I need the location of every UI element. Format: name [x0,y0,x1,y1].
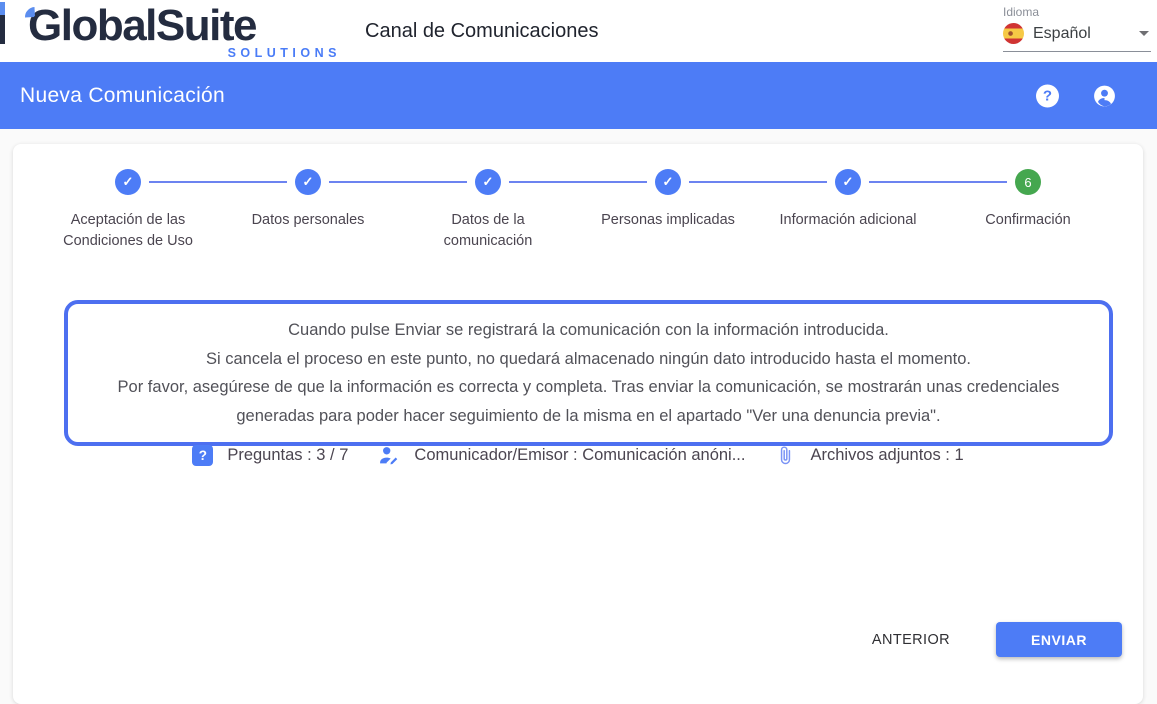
step-informacion-adicional[interactable] [758,169,938,252]
page-title: Nueva Comunicación [20,83,226,107]
step-datos-comunicacion[interactable] [398,169,578,252]
step-check-icon: ✓ [115,169,141,195]
communication-summary [13,444,1143,467]
toolbar-icons [1036,83,1117,108]
globalsuite-logo [28,2,343,60]
summary-sender [378,445,745,467]
step-check-icon: ✓ [475,169,501,195]
step-check-icon: ✓ [655,169,681,195]
submit-button[interactable]: ENVIAR [996,622,1122,657]
language-label: Idioma [1003,5,1040,19]
language-selected-value: Español [1033,24,1091,42]
summary-questions-text: Preguntas : 3 / 7 [227,446,349,464]
person-edit-icon [378,445,400,467]
dropdown-arrow-icon [1139,31,1149,36]
partial-logo-edge [0,2,5,44]
summary-questions [192,445,348,466]
wizard-card [13,144,1143,704]
question-icon [192,445,213,466]
top-header [0,0,1157,62]
language-selector-box [1003,5,1151,52]
step-label: Información adicional [779,212,917,228]
confirmation-notice-box [64,300,1113,446]
logo-subtext: SOLUTIONS [227,46,341,60]
step-check-icon: ✓ [295,169,321,195]
help-icon[interactable] [1036,84,1059,107]
step-aceptacion-condiciones[interactable] [38,169,218,252]
paperclip-icon [775,444,796,467]
notice-line-3: Por favor, asegúrese de que la información es correcta y completa. Tras enviar la comunicación, se mostrarán unas credenciales generadas para poder hacer seguimiento de la misma en el apartado "Ver una denuncia previa". [117,378,1060,425]
step-label: Datos personales [251,212,365,228]
step-check-icon: ✓ [835,169,861,195]
page-toolbar [0,62,1157,129]
notice-line-2: Si cancela el proceso en este punto, no quedará almacenado ningún dato introducido hasta el momento. [205,349,972,368]
wizard-stepper [38,169,1118,252]
app-title: Canal de Comunicaciones [365,20,599,42]
summary-sender-text: Comunicador/Emisor : Comunicación anóni... [414,446,746,464]
step-label: Datos de la comunicación [443,212,533,249]
account-icon[interactable] [1092,83,1117,108]
step-personas-implicadas[interactable] [578,169,758,252]
step-label: Personas implicadas [601,212,735,228]
logo-wordmark: GlobalSuite [28,1,256,50]
wizard-actions [868,622,1122,657]
step-label: Confirmación [985,212,1071,228]
summary-attachments [775,444,963,467]
step-number-badge: 6 [1015,169,1041,195]
summary-attachments-text: Archivos adjuntos : 1 [810,446,964,464]
step-label: Aceptación de las Condiciones de Uso [63,212,193,249]
notice-line-1: Cuando pulse Enviar se registrará la comunicación con la información introducida. [288,321,889,339]
previous-button[interactable]: ANTERIOR [868,624,954,656]
step-confirmacion[interactable] [938,169,1118,252]
spain-flag-icon [1003,23,1024,44]
step-datos-personales[interactable] [218,169,398,252]
language-select[interactable] [1003,23,1151,52]
